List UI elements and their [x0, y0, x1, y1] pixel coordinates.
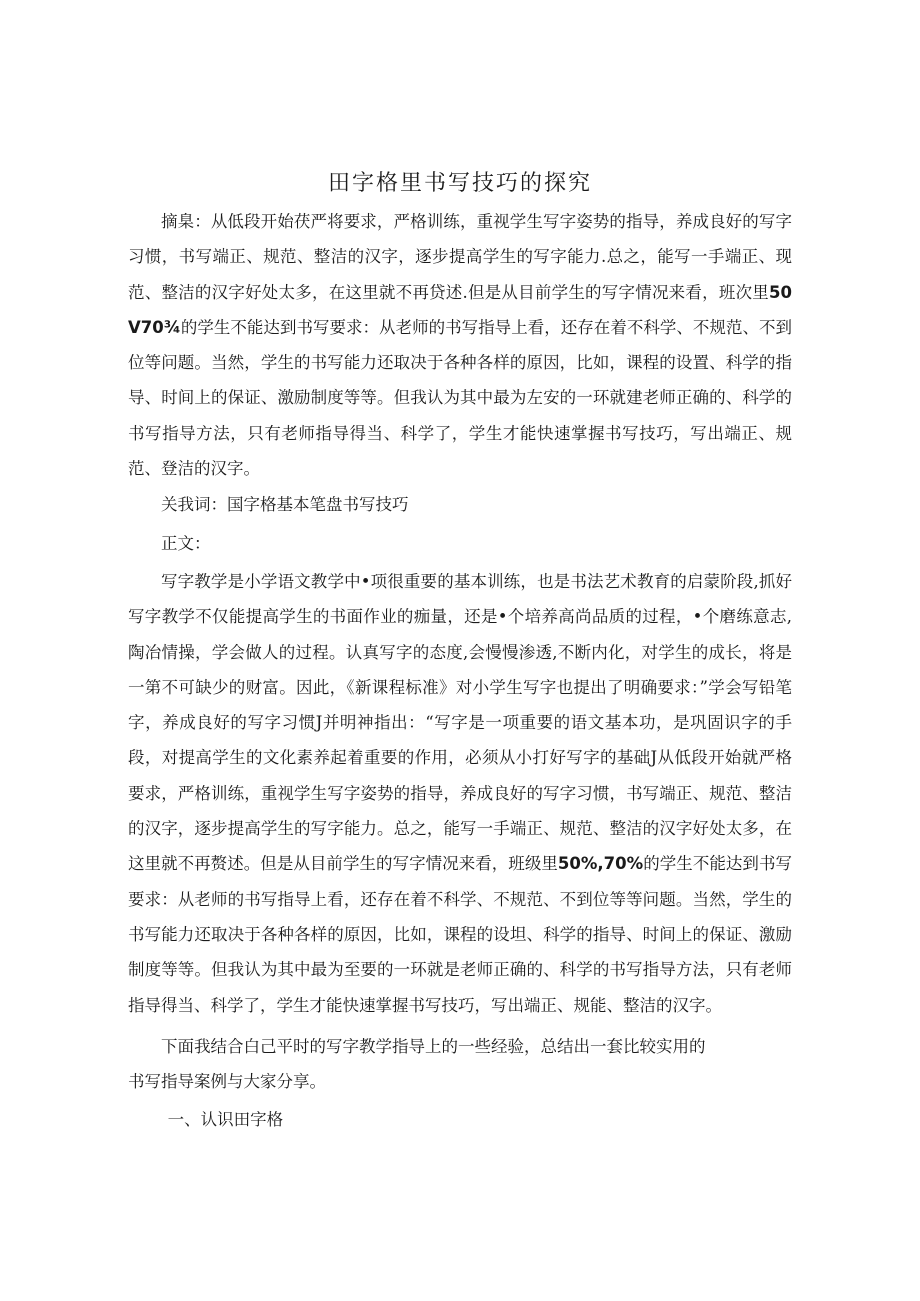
- document-content: [128, 204, 792, 1138]
- body-label: 正文：: [161, 533, 211, 553]
- keywords-line: 关我词：国字格基本笔盘书写技巧: [161, 495, 409, 515]
- body-text-1: 写字教学是小学语文教学中•项很重要的基本训练，也是书法艺术教育的启蒙阶段,抓好写字教学不仅能提高学生的书面作业的痂量，还是•个培养高尚品质的过程，•个磨练意志,陶冶情操，学会做人的过程。认真写字的态度,会慢慢渗透,不断内化，对学生的成长，将是一第不可缺少的财富。因此，《新课程标准》对小学生写字也提出了明确要求：”学会写铅笔字，养成良好的写字习惯J并明神指出：“写字是一项重要的语文基本功，是巩固识字的手段，对提高学生的文化素养起着重要的作用，必须从小打好写字的基础J从低段开始就严格要求，严格训练，重视学生写字姿势的指导，养成良好的写字习惯，书写端正、规范、整洁的汉字，逐步提高学生的写字能力。总之，能写一手端正、规范、整洁的汉字好处太多，在这里就不再赘述。但是从目前学生的写字情况来看，班级里: [128, 571, 792, 874]
- body-text-2: 的学生不能达到书写要求：从老师的书写指导上看，还存在着不科学、不规范、不到位等等问题。当然，学生的书写能力还取决于各种各样的原因，比如，课程的设坦、科学的指导、时间上的保证、激励制度等等。但我认为其中最为至要的一环就是老师正确的、科学的书写指导方法，只有老师指导得当、科学了，学生才能快速掌握书写技巧，写出端正、规能、整洁的汉字。: [128, 854, 793, 1015]
- closing-line-1: 下面我结合白己平时的写字教学指导上的一些经验，总结出一套比较实用的: [161, 1036, 706, 1056]
- abstract-text-1: 摘臬：从低段开始茯严将要求，严格训练，重视学生写字姿势的指导，养成良好的写字习惯，书写端正、规范、整洁的汉字，逐步提高学生的写字能力.总之，能写一手端正、现范、整洁的汉字好处太多，在这里就不再贷述.但是从目前学生的写字情况来看，班次里: [128, 212, 792, 302]
- abstract-paragraph: [128, 204, 792, 486]
- abstract-text-2: 的学生不能达到书写要求：从老师的书写指导上看，还存在着不科学、不规范、不到位等问题。当然，学生的书写能力还取决于各种各样的原因，比如，课程的设置、科学的指导、时间上的保证、激励制度等等。但我认为其中最为左安的一环就建老师正确的、科学的书写指导方法，只有老师指导得当、科学了，学生才能快速掌握书写技巧，写出端正、规范、登洁的汉字。: [128, 317, 792, 479]
- closing-line-2: 书写指导案例与大家分享。: [128, 1072, 326, 1092]
- body-paragraph: [128, 564, 792, 1023]
- body-percent: 50%,70%: [557, 854, 644, 874]
- section-heading-one: 一、认识田字格: [167, 1110, 284, 1130]
- document-title: 田字格里书写技巧的探究: [327, 171, 592, 196]
- abstract-percent: 50V70¾: [128, 282, 792, 337]
